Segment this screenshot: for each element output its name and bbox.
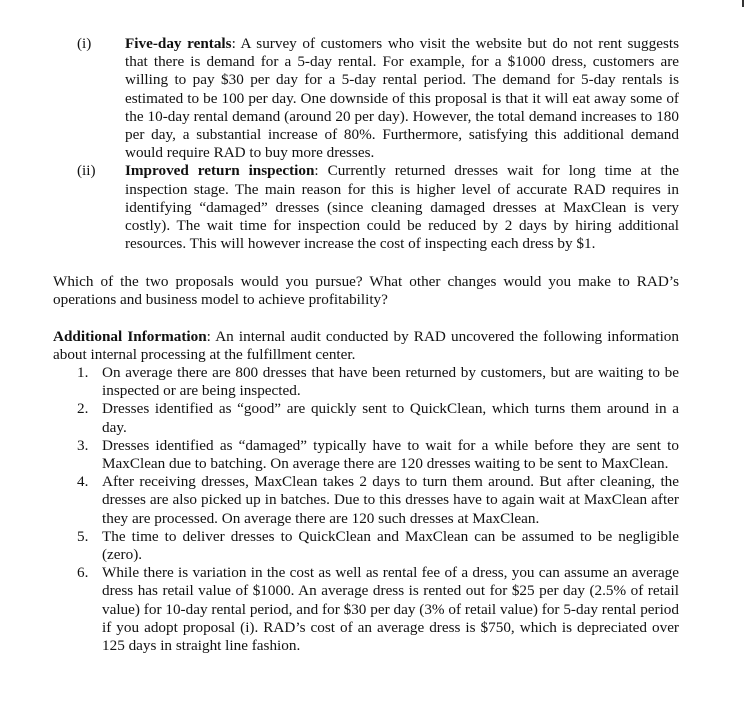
page-corner-mark <box>742 0 744 7</box>
proposal-title-separator: : <box>314 162 319 180</box>
question-paragraph: Which of the two proposals would you pursue? What other changes would you make to RAD’s operations and business model to achieve profitability? <box>53 273 679 309</box>
list-item <box>77 364 679 400</box>
proposal-list <box>77 35 679 253</box>
additional-information-title: Additional Information <box>53 328 207 345</box>
list-item-text: Dresses identified as “damaged” typically have to wait for a while before they are sent to MaxClean due to batching. On average there are 120 dresses waiting to be sent to MaxClean. <box>102 436 679 473</box>
list-item <box>77 473 679 528</box>
proposal-five-day-rentals <box>77 35 679 162</box>
list-item-number: 4. <box>77 473 89 491</box>
proposal-title: Improved return inspection <box>125 162 315 180</box>
list-item <box>77 437 679 473</box>
additional-information-paragraph <box>53 328 679 364</box>
proposal-improved-return-inspection <box>77 162 679 253</box>
list-item-text: The time to deliver dresses to QuickClean and MaxClean can be assumed to be negligible (zero). <box>102 527 679 564</box>
proposal-title-separator: : <box>231 35 236 52</box>
additional-information-separator: : <box>206 328 211 345</box>
list-item-text: After receiving dresses, MaxClean takes 2 days to turn them around. But after cleaning, the dresses are also picked up in batches. Due to this dresses have to again wait at MaxClean after they are processed. On average there are 120 such dresses at MaxClean. <box>102 473 679 527</box>
list-item-number: 1. <box>77 364 89 381</box>
proposal-text: Currently returned dresses wait for long time at the inspection stage. The main reason for this is higher level of accurate RAD requires in identifying “damaged” dresses (since cleaning damaged dresses at MaxClean is very costly). The wait time for inspection could be reduced by 2 days by hiring additional resources. This will however increase the cost of inspecting each dress by $1. <box>125 162 679 253</box>
proposal-text: A survey of customers who visit the website but do not rent suggests that there is demand for a 5-day rental. For example, for a $1000 dress, customers are willing to pay $30 per day for a 5-day rental period. The demand for 5-day rentals is estimated to be 100 per day. One downside of this proposal is that it will eat away some of the 10-day rental demand (around 20 per day). However, the total demand increases to 180 per day, a substantial increase of 80%. Furthermore, satisfying this additional demand would require RAD to buy more dresses. <box>125 35 679 162</box>
audit-findings-list <box>77 364 679 655</box>
list-item-text: Dresses identified as “good” are quickly sent to QuickClean, which turns them around in a day. <box>102 400 679 436</box>
list-item <box>77 564 679 655</box>
list-item <box>77 400 679 436</box>
list-item-number: 5. <box>77 527 89 545</box>
list-item-number: 2. <box>77 400 89 418</box>
list-item-number: 6. <box>77 564 89 582</box>
additional-information-text: An internal audit conducted by RAD uncovered the following information about internal processing at the fulfillment center. <box>53 328 679 364</box>
proposal-title: Five-day rentals <box>125 35 232 52</box>
list-item <box>77 528 679 564</box>
list-item-text: On average there are 800 dresses that have been returned by customers, but are waiting to be inspected or are being inspected. <box>102 364 679 400</box>
list-item-number: 3. <box>77 436 89 454</box>
proposal-marker: (i) <box>77 35 92 52</box>
proposal-marker: (ii) <box>77 162 96 180</box>
list-item-text: While there is variation in the cost as well as rental fee of a dress, you can assume an average dress has retail value of $1000. An average dress is rented out for $25 per day (2.5% of retail value) for 10-day rental period, and for $30 per day (3% of retail value) for 5-day rental period if you adopt proposal (i). RAD’s cost of an average dress is $750, which is depreciated over 125 days in straight line fashion. <box>102 564 679 655</box>
